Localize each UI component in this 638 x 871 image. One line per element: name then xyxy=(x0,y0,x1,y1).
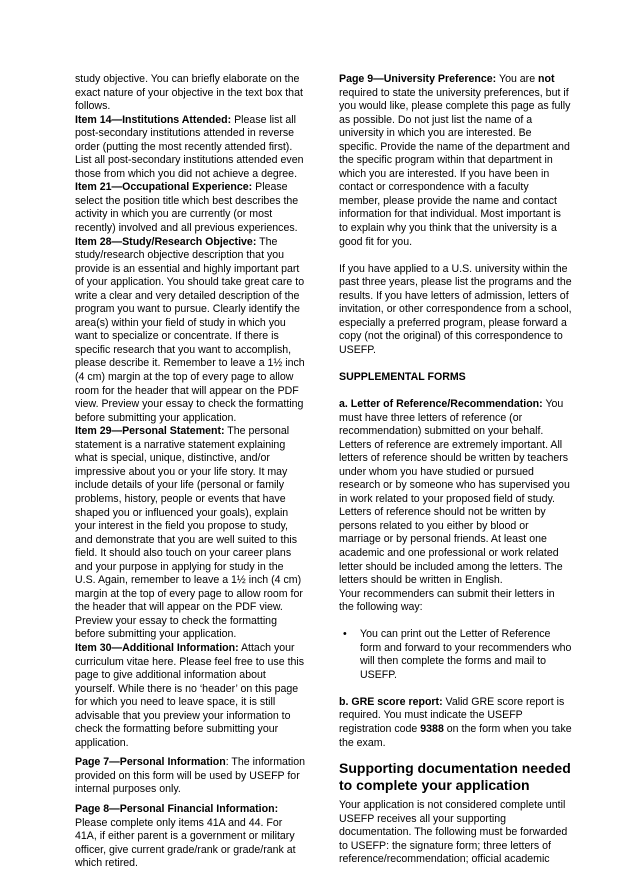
right-column xyxy=(339,73,572,867)
paragraph-page-8 xyxy=(75,803,307,871)
item-30-text: Attach your curriculum vitae here. Please feel free to use this page to give additional information about yourself. While there is no ‘header’ on this page for which you need to leave space, it is still advisable that you preview your information to check the formatting before submitting your application. xyxy=(75,641,305,749)
paragraph-item-30 xyxy=(75,642,307,750)
item-14-text: Please list all post-secondary institutions attended in reverse order (putting the most recently attended first). List all post-secondary institutions attended even those from which you did not achieve a degree. xyxy=(75,113,304,180)
page-9-text-b: required to state the university preferences, but if you would like, please complete this page as fully as possible. Do not just list the name of a university in which you are interested. Be specific. Provide the name of the department and the specific program within that department in which you are interested. If you have been in contact or correspondence with a faculty member, please provide the name and contact information for that individual. Most important is to explain why you think that the university is a good fit for you. xyxy=(339,86,571,248)
letters-text: You must have three letters of reference (or recommendation) submitted on your behalf. Letters of reference are extremely important. All letters of reference should be written by teachers under whom you have studied or pursued research or by someone who has supervised you in work related to your proposed field of study. Letters of reference should not be written by persons related to you either by blood or marriage or by personal friends. At least one academic and one professional or work related letter should be included among the letters. The letters should be written in English. xyxy=(339,397,570,587)
paragraph-item-28 xyxy=(75,236,307,426)
bullet-text: You can print out the Letter of Reference form and forward to your recommenders who will then complete the forms and mail to USEFP. xyxy=(360,628,572,681)
page-9-not: not xyxy=(538,73,555,85)
item-29-title: Item 29—Personal Statement: xyxy=(75,425,225,438)
page-8-title: Page 8—Personal Financial Information: xyxy=(75,802,279,815)
letters-title: a. Letter of Reference/Recommendation: xyxy=(339,397,543,410)
paragraph-item-29 xyxy=(75,425,307,642)
supplemental-forms-heading xyxy=(339,371,572,385)
paragraph-supporting: Your application is not considered complete until USEFP receives all your supporting documentation. The following must be forwarded to USEFP: the signature form; three letters of reference/recommendation; official academic xyxy=(339,799,568,866)
paragraph-applied: If you have applied to a U.S. university within the past three years, please list the programs and the results. If you have letters of admission, letters of invitation, or other correspondence from a school, especially a preferred program, please forward a copy (not the original) of this correspondence to USEFP. xyxy=(339,262,572,356)
supplemental-forms-heading-text: SUPPLEMENTAL FORMS xyxy=(339,370,466,383)
bullet-item xyxy=(339,628,572,682)
page-9-text-a: You are xyxy=(496,73,539,85)
page-7-text: : The information provided on this form will be used by USEFP for internal purposes only. xyxy=(75,756,306,796)
item-30-title: Item 30—Additional Information: xyxy=(75,641,239,654)
item-29-text: The personal statement is a narrative statement explaining what is special, unique, distinctive, and/or impressive about you or your life story. It may include details of your life (personal or family problems, history, people or events that have shaped you or influenced your goals), explain your interest in the field you propose to study, and demonstrate that you are well suited to this field. It should also touch on your career plans and your purpose in applying for study in the U.S. Again, remember to leave a 1½ inch (4 cm) margin at the top of every page to allow room for the header that will appear on the PDF view. Preview your essay to check the formatting before submitting your application. xyxy=(75,425,303,641)
paragraph-page-7 xyxy=(75,756,307,797)
supporting-documentation-heading: Supporting documentation needed to complete your application xyxy=(339,760,571,794)
paragraph-item-14 xyxy=(75,114,307,182)
paragraph-recommenders: Your recommenders can submit their letters in the following way: xyxy=(339,587,555,614)
paragraph-letters xyxy=(339,398,572,588)
item-21-text: Please select the position title which best describes the activity in which you are currently (or most recently) involved and all previous experiences. xyxy=(75,181,299,235)
paragraph-study-objective: study objective. You can briefly elaborate on the exact nature of your objective in the text box that follows. xyxy=(75,73,303,113)
item-14-title: Item 14—Institutions Attended: xyxy=(75,113,232,126)
page-9-title: Page 9—University Preference: xyxy=(339,73,497,85)
bullet-dot: • xyxy=(343,628,347,641)
gre-code: 9388 xyxy=(420,723,444,736)
gre-text-b: on the form when you take the exam. xyxy=(339,723,572,749)
gre-title: b. GRE score report: xyxy=(339,695,443,708)
item-28-text: The study/research objective description that you provide is an essential and highly important part of your application. You should take great care to write a clear and very detailed description of the program you want to pursue. Clearly identify the area(s) within your field of study in which you want to specialize or concentrate. If there is specific research that you want to accomplish, please describe it. Remember to leave a 1½ inch (4 cm) margin at the top of every page to allow room for the header that will appear on the PDF view. Preview your essay to check the formatting before submitting your application. xyxy=(75,235,305,424)
item-28-title: Item 28—Study/Research Objective: xyxy=(75,235,257,248)
page-8-text: Please complete only items 41A and 44. For 41A, if either parent is a government or military officer, give current grade/rank or grade/rank at which retired. xyxy=(75,816,296,870)
item-21-title: Item 21—Occupational Experience: xyxy=(75,181,253,194)
page-7-title: Page 7—Personal Information xyxy=(75,756,226,769)
paragraph-item-21 xyxy=(75,181,307,235)
left-column xyxy=(75,73,307,871)
paragraph-page-9 xyxy=(339,73,572,249)
gre-text-a: Valid GRE score report is required. You must indicate the USEFP registration code xyxy=(339,695,565,736)
paragraph-gre xyxy=(339,696,572,750)
